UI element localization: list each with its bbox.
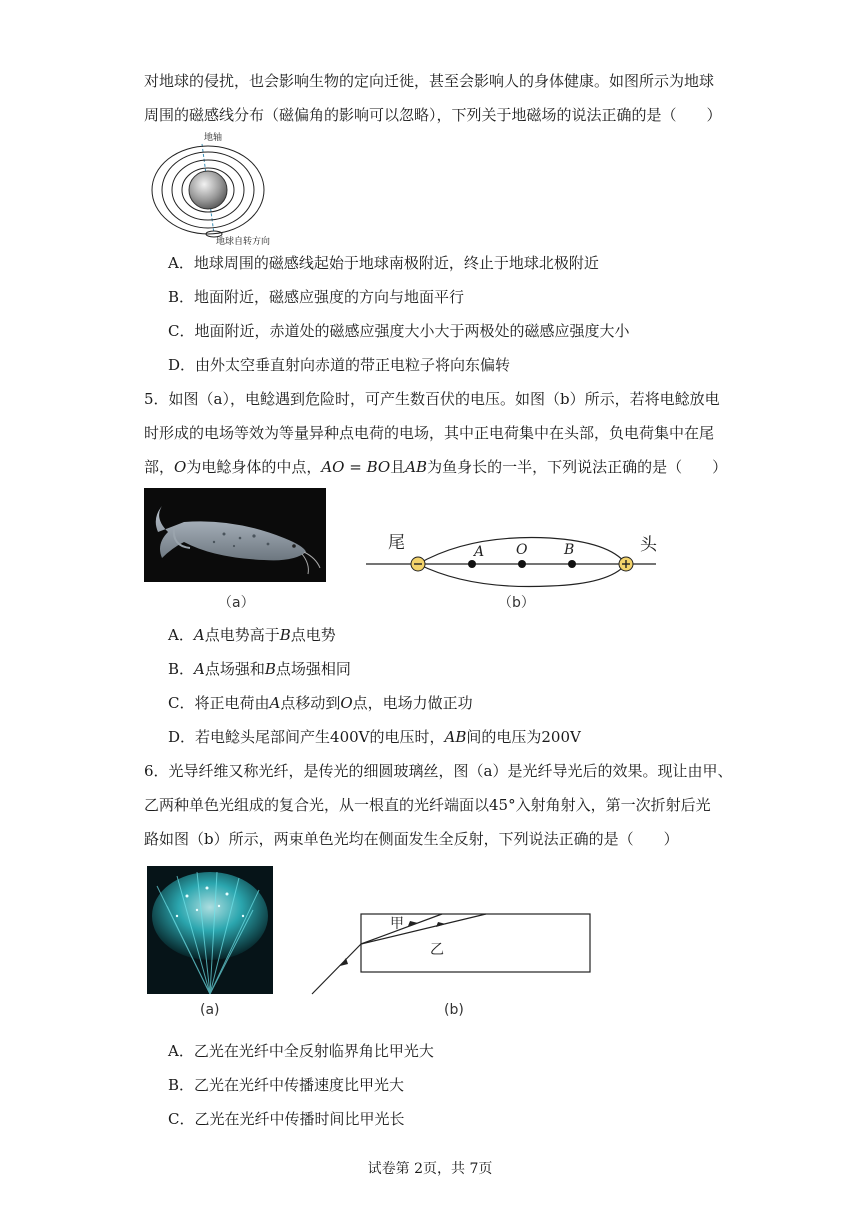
opt-var: AB	[444, 728, 467, 746]
opt-value: 400V	[330, 728, 370, 746]
q5-text: 为鱼身长的一半，下列说法正确的是（ ）	[427, 458, 728, 476]
opt-text: 点，电场力做正功	[352, 694, 473, 712]
point-a-label: A	[474, 544, 485, 560]
q5-line-2: 时形成的电场等效为等量异种点电荷的电场，其中正电荷集中在头部，负电荷集中在尾	[144, 424, 715, 442]
opt-text: C．将正电荷由	[168, 694, 270, 712]
opt-var: A	[269, 694, 281, 712]
tail-label: 尾	[388, 533, 405, 553]
opt-text: 点电势高于	[204, 626, 280, 644]
catfish-photo	[144, 488, 326, 582]
q5-line-1: 5．如图（a），电鲶遇到危险时，可产生数百伏的电压。如图（b）所示，若将电鲶放电	[144, 390, 720, 408]
point-o-label: O	[516, 542, 528, 558]
earth-field-drawing	[144, 130, 274, 246]
opt-text: 点场强和	[204, 660, 265, 678]
q5-text: 且	[390, 458, 406, 476]
q5-fig-b-caption: （b）	[498, 595, 535, 611]
q6-line-1: 6．光导纤维又称光纤，是传光的细圆玻璃丝，图（a）是光纤导光后的效果。现让由甲、	[144, 762, 733, 780]
q6-option-b: B．乙光在光纤中传播速度比甲光大	[168, 1076, 405, 1094]
fiber-drawing	[147, 866, 273, 994]
opt-text: 间的电压为	[466, 728, 542, 746]
opt-var: O	[340, 694, 353, 712]
beam-jia-label: 甲	[390, 916, 404, 932]
q6-fig-a-caption: (a)	[200, 1002, 220, 1018]
opt-var: A	[193, 626, 205, 644]
opt-value: 200V	[541, 728, 581, 746]
earth-axis-label: 地轴	[204, 133, 223, 143]
opt-text: D．若电鲶头尾部间产生	[168, 728, 331, 746]
intro-line-1: 对地球的侵扰，也会影响生物的定向迁徙，甚至会影响人的身体健康。如图所示为地球	[144, 72, 715, 90]
earth-magnetic-field-figure	[144, 130, 274, 246]
q5-option-b	[168, 658, 351, 680]
q4-option-a: A．地球周围的磁感线起始于地球南极附近，终止于地球北极附近	[168, 254, 599, 272]
earth-rotation-label: 地球自转方向	[216, 237, 271, 246]
q5-text: 为电鲶身体的中点，	[186, 458, 322, 476]
q6-line-2	[144, 794, 711, 816]
q6-text: 入射角射入，第一次折射后光	[515, 796, 711, 814]
intro-line-2: 周围的磁感线分布（磁偏角的影响可以忽略），下列关于地磁场的说法正确的是（ ）	[144, 106, 722, 124]
q6-angle: 45°	[489, 796, 516, 814]
catfish-field-diagram	[360, 528, 660, 594]
q5-option-d	[168, 726, 581, 748]
opt-var: A	[194, 660, 205, 678]
q5-equation: AO = BO	[321, 458, 391, 476]
q5-fig-a-caption: （a）	[218, 595, 255, 611]
q4-option-c: C．地面附近，赤道处的磁感应强度大小大于两极处的磁感应强度大小	[168, 322, 630, 340]
fiber-refraction-diagram	[306, 906, 596, 998]
opt-var: B	[264, 660, 276, 678]
catfish-drawing	[144, 488, 326, 582]
opt-text: 点电势	[290, 626, 336, 644]
q5-var-ab: AB	[405, 458, 428, 476]
opt-text: A．	[168, 626, 194, 644]
opt-text: 的电压时，	[369, 728, 445, 746]
q4-option-d: D．由外太空垂直射向赤道的带正电粒子将向东偏转	[168, 356, 511, 374]
q5-var-o: O	[174, 458, 187, 476]
q6-line-3: 路如图（b）所示，两束单色光均在侧面发生全反射，下列说法正确的是（ ）	[144, 830, 679, 848]
beam-yi-label: 乙	[430, 942, 444, 958]
q5-option-a	[168, 624, 336, 646]
q6-option-a: A．乙光在光纤中全反射临界角比甲光大	[168, 1042, 434, 1060]
q6-option-c: C．乙光在光纤中传播时间比甲光长	[168, 1110, 405, 1128]
optical-fiber-photo	[147, 866, 273, 994]
point-b-label: B	[564, 542, 575, 558]
opt-text: 点场强相同	[275, 660, 351, 678]
head-label: 头	[640, 535, 657, 555]
q6-text: 乙两种单色光组成的复合光，从一根直的光纤端面以	[144, 796, 490, 814]
field-diagram-drawing	[360, 528, 660, 594]
refraction-drawing	[306, 906, 596, 998]
q5-option-c	[168, 692, 473, 714]
q5-line-3	[144, 456, 727, 478]
page-footer: 试卷第 2页，共 7页	[367, 1161, 493, 1177]
opt-text: B．	[168, 660, 195, 678]
q4-option-b: B．地面附近，磁感应强度的方向与地面平行	[168, 288, 465, 306]
q6-fig-b-caption: (b)	[444, 1002, 464, 1018]
opt-text: 点移动到	[280, 694, 341, 712]
opt-var: B	[279, 626, 291, 644]
q5-text: 部，	[144, 458, 175, 476]
